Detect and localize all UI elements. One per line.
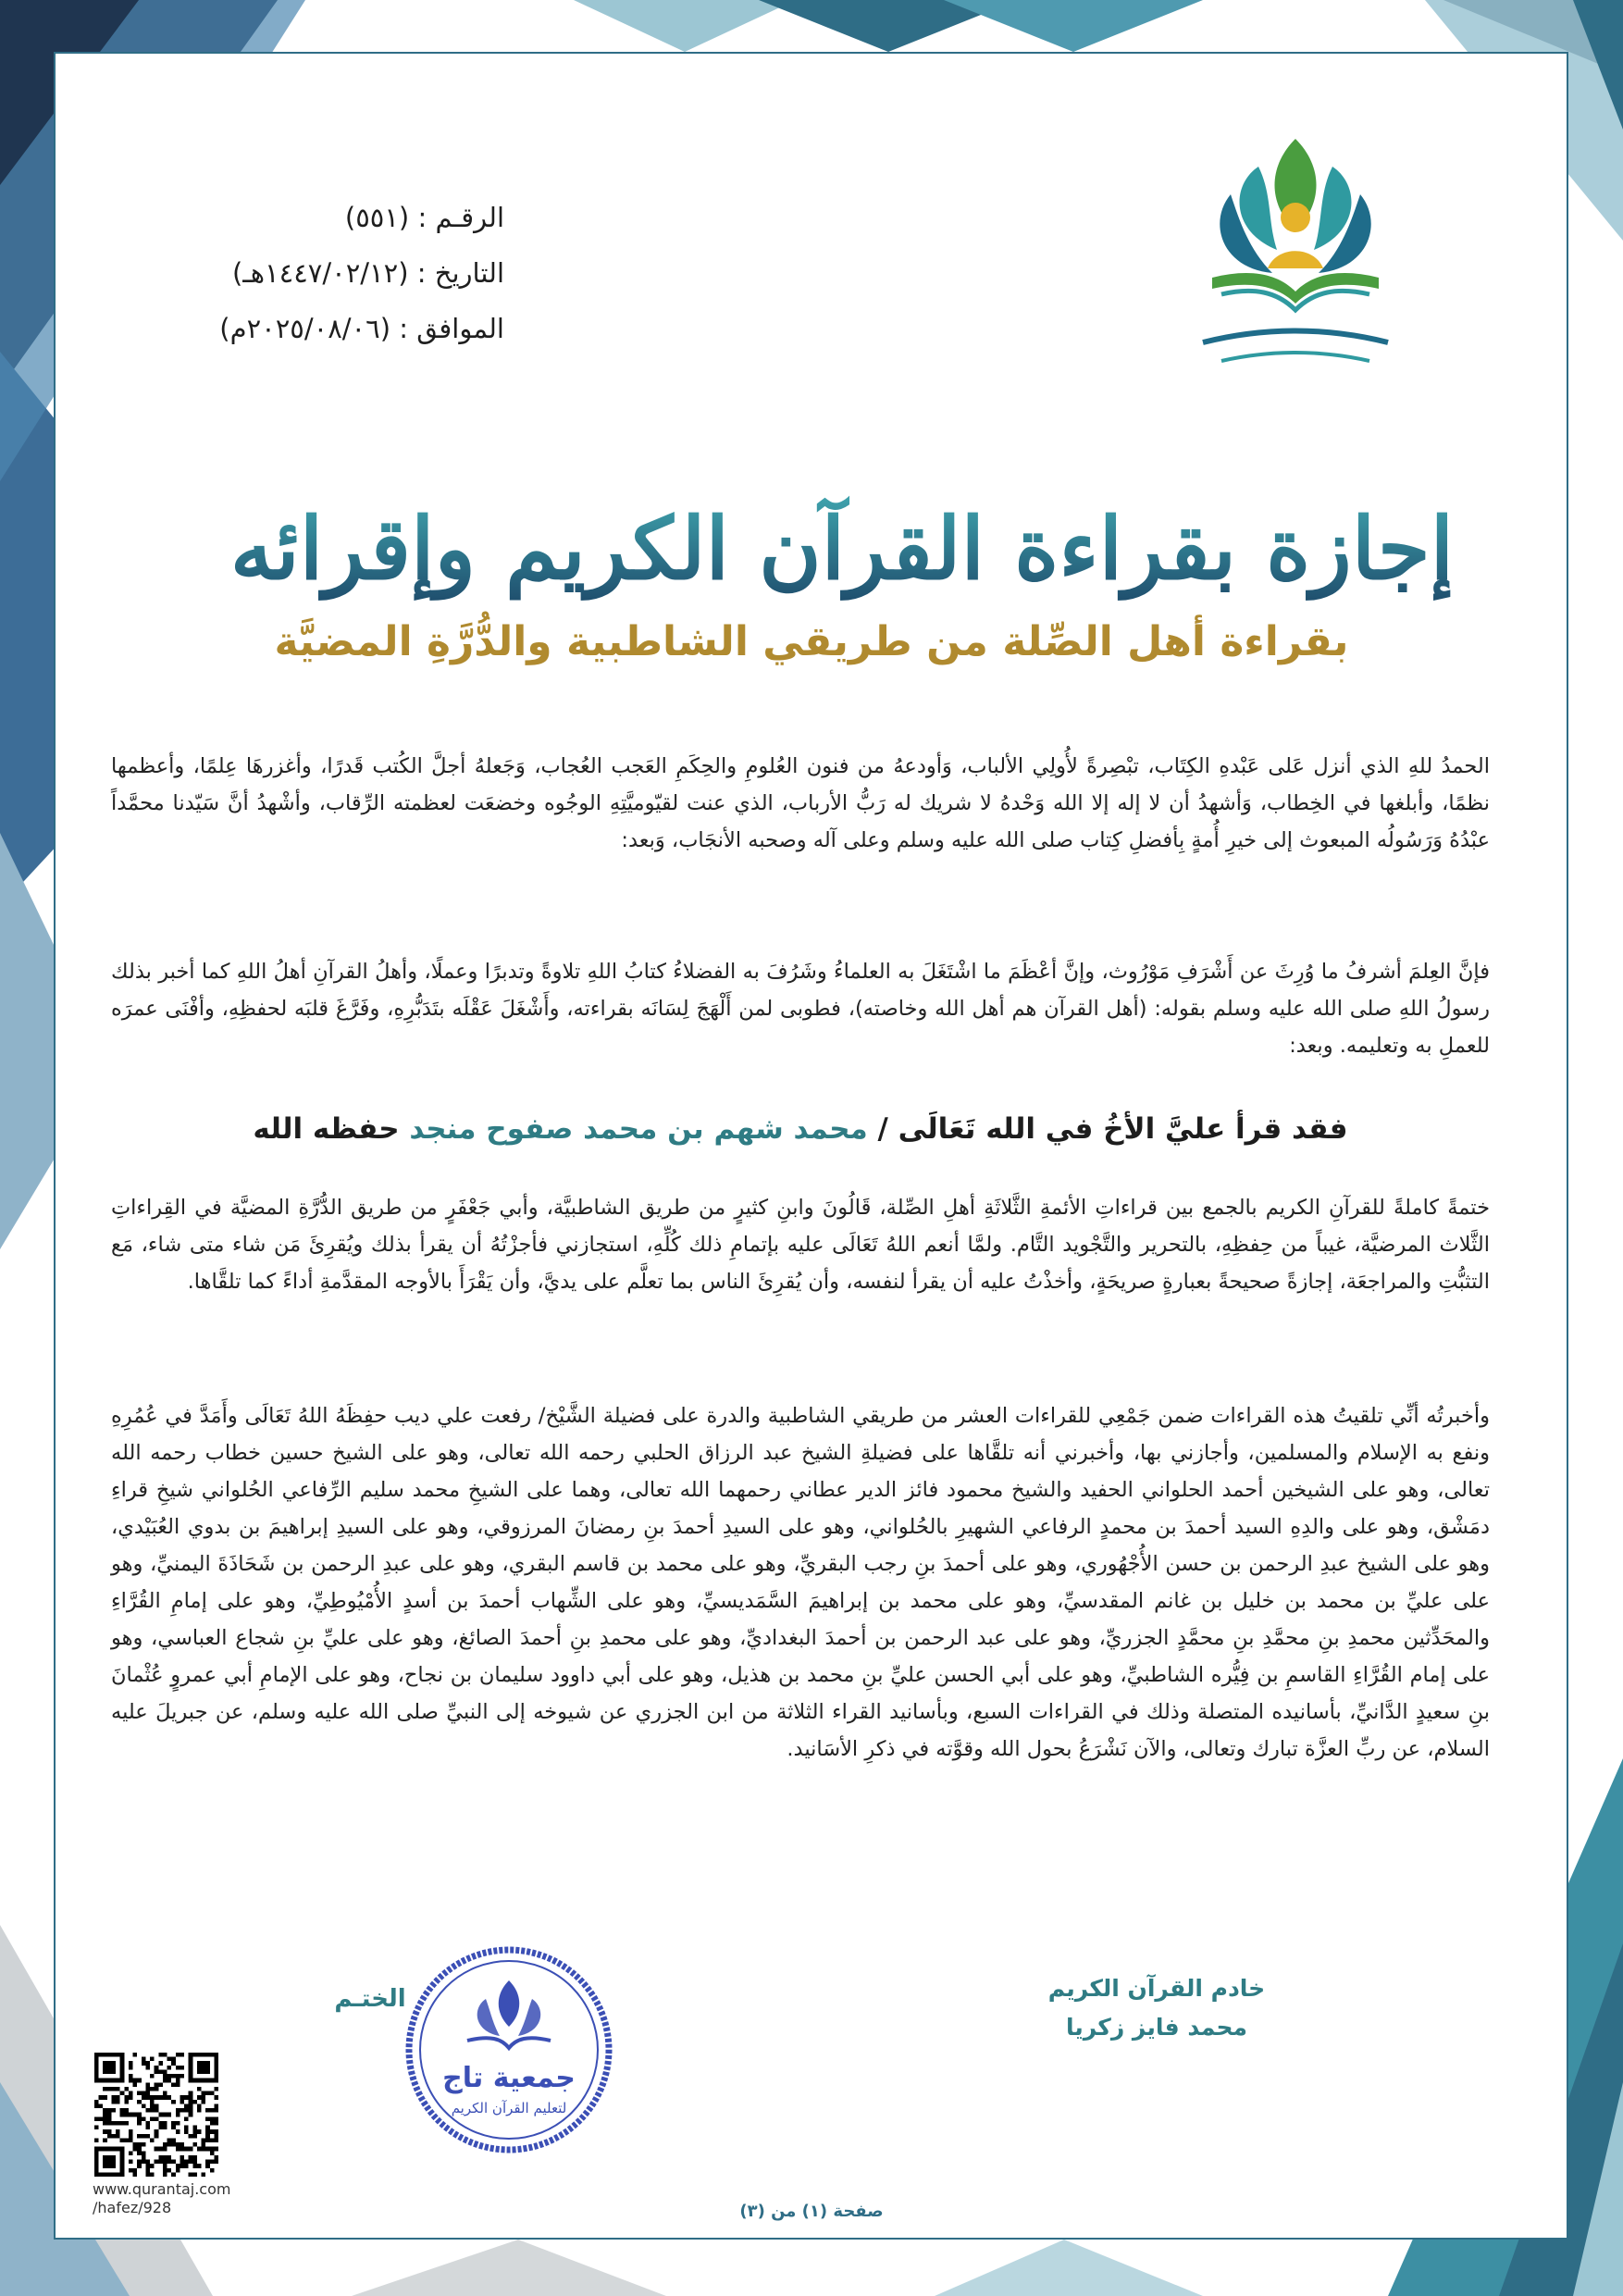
recipient-line bbox=[111, 1112, 1490, 1146]
stamp-text-sub: لتعليم القرآن الكريم bbox=[451, 2100, 567, 2116]
reference-number: الرقـم : (٥٥١) bbox=[344, 202, 504, 233]
recipient-name: محمد شهم بن محمد صفوح منجد bbox=[409, 1112, 868, 1146]
reference-block bbox=[185, 190, 504, 356]
recipient-blessing: حفظه الله bbox=[253, 1112, 400, 1146]
foundation-logo-icon bbox=[1120, 130, 1471, 389]
recipient-intro: فقد قرأ عليَّ الأخُ في الله تَعَالَى / bbox=[877, 1112, 1348, 1146]
website-block bbox=[93, 2180, 230, 2217]
paragraph-introduction: فإنَّ العِلمَ أشرفُ ما وُرِثَ عن أَشْرَفِ مَوْرُوث، وإنَّ أعْظَمَ ما اشْتَغَلَ به العلماءُ وشَرُفَ به الفضلاءُ كتابُ اللهِ تلاوةً وتدبرًا وعملًا، وأهلُ القرآنِ أهلُ اللهِ كما أخبر بذلك رسولُ اللهِ صلى الله عليه وسلم بقوله: (أهل القرآن هم أهل الله وخاصته)، فطوبى لمن أَلْهَجَ لِسَانَه بقراءته، وأَشْغَلَ عَقْلَه بتَدَبُّرِهِ، وفَرَّغَ قلبَه لحفظِهِ، وأفْنَى عمرَه للعملِ به وتعليمه. وبعد: bbox=[111, 960, 1490, 1058]
website-path: /hafez/928 bbox=[93, 2199, 172, 2216]
website-link[interactable]: www.qurantaj.com bbox=[93, 2180, 231, 2198]
stamp-text-main: جمعية تاج bbox=[442, 2062, 576, 2094]
signature-block bbox=[1018, 1969, 1295, 2047]
paragraph-completion: ختمةً كاملةً للقرآنِ الكريم بالجمع بين قراءاتِ الأئمةِ الثَّلاثَةِ أهلِ الصِّلة، قَالُونَ وابنِ كثيرٍ من طريق الشاطبيَّة، وأبي جَعْفَرٍ من طريق الدُّرَّةِ المضيَّة في القِراءاتِ الثَّلاث المرضيَّة، غيباً من حِفظِهِ، بالتحرير والتَّجْويد التَّام. ولمَّا أنعم اللهُ تَعَالَى عليه بإتمامِ ذلك كُلِّهِ، استجازني فأجزْتُهُ أن يقرأ بذلك ويُقرِئَ مَن شاء متى شاء، مَع التثبُّتِ والمراجعَة، إجازةً صحيحةً بعبارةٍ صريحَةٍ، وأخذْتُ عليه أن يقرأ لنفسه، وأن يُقرِئَ الناس بما تعلَّم على يديَّ، وأن يَقْرَأَ بالأوجه المقدَّمةِ أداءً كما تلقَّاها. bbox=[111, 1196, 1490, 1294]
stamp-seal-icon bbox=[398, 1939, 620, 2161]
qr-code-icon[interactable] bbox=[94, 2053, 218, 2177]
certificate-title-text: إجازة بقراءة القرآن الكريم وإقرائه bbox=[229, 499, 1455, 599]
date-gregorian: الموافق : (٢٠٢٥/٠٨/٠٦م) bbox=[219, 313, 504, 344]
date-hijri: التاريخ : (١٤٤٧/٠٢/١٢هـ) bbox=[231, 257, 504, 289]
page-number: صفحة (١) من (٣) bbox=[739, 2202, 884, 2221]
certificate-subtitle: بقراءة أهل الصِّلة من طريقي الشاطبية والدُّرَّةِ المضيَّة bbox=[274, 618, 1349, 665]
paragraph-opening: الحمدُ للهِ الذي أنزل عَلى عَبْدهِ الكِتَاب، تبْصِرةً لأُولِي الألباب، وَأودعهُ من فنون العُلومِ والحِكَمِ العَجب العُجاب، وَجَعلهُ أجلَّ الكُتب قَدرًا، وأغزرهَا عِلمًا، وأعظمها نظمًا، وأبلغها في الخِطاب، وَأشهدُ أن لا إله إلا الله وَحْدهُ لا شريك له رَبُّ الأرباب، الذي عنت لقيّوميَّتِهِ الوجُوه وخضعَت لعظمته الرِّقاب، وأشْهدُ أنَّ سَيّدنا محمَّداً عبْدُهُ وَرَسُولُه المبعوث إلى خيرِ أُمةٍ بِأفضلِ كِتاب صلى الله عليه وسلم وعلى آله وصحبه الأنجَاب، وَبعد: bbox=[111, 754, 1490, 852]
signer-name: محمد فايز زكريا bbox=[1065, 2014, 1248, 2041]
paragraph-chain-of-narration: وأخبرتُه أنِّي تلقيتُ هذه القراءات ضمن جَمْعِي للقراءات العشر من طريقي الشاطبية والدرة على فضيلة الشَّيْخ/ رفعت علي ديب حفِظَهُ اللهُ تَعَالَى وأَمَدَّ في عُمُرِهِ ونفع به الإسلام والمسلمين، وأجازني بها، وأخبرني أنه تلقَّاها على فضيلةِ الشيخ عبد الرزاق الحلبي رحمه الله تعالى، وهو على الشيخ حسين خطاب رحمه الله تعالى، وهو على الشيخين أحمد الحلواني الحفيد والشيخ محمود فائز الدير عطاني رحمهما الله تعالى، وهما على الشيخِ محمد سليم الرِّفاعي الحُلواني شيخِ قراءِ دمَشْق، وهو على والدِهِ السيد أحمدَ بن محمدٍ الرفاعي الشهيرِ بالحُلواني، وهو على السيدِ أحمدَ بنِ رمضانَ المرزوقي، وهو على السيدِ إبراهيمَ بن بدوي العُبَيْدي، وهو على الشيخ عبدِ الرحمن بن حسن الأُجْهُوري، وهو على أحمدَ بنِ رجب البقريِّ، وهو على محمد بن قاسم البقري، وهو على عبدِ الرحمن بن شَحَاذَةَ اليمنيِّ، وهو على عليِّ بن محمد بن خليل بن غانم المقدسيِّ، وهو على محمد بن إبراهيمَ السَّمَديسيِّ، وهو على الشِّهاب أحمدَ بن أسدٍ الأُمْيُوطِيِّ، وهو على إمامِ القُرَّاءِ والمحَدِّثين محمدِ بنِ محمَّدِ بنِ محمَّدٍ الجزريِّ، وهو على عبد الرحمن بن أحمدَ البغداديِّ، وهو على محمدِ بنِ أحمدَ الصائغ، وهو على عليِّ بنِ شجاع العباسي، وهو على إمام القُرَّاءِ القاسمِ بن فِيُّره الشاطبيِّ، وهو على أبي الحسن عليِّ بنِ محمد بن هذيل، وهو على أبي داوود سليمان بن نجاح، وهو على الإمامِ أبي عمروٍ عُثْمانَ بنِ سعيدٍ الدَّانيِّ، بأسانيده المتصلة وذلك في القراءات السبع، وبأسانيد القراء الثلاثة من ابن الجزري عن شيوخه إلى النبيِّ صلى الله عليه وسلم، عن جبريلَ عليه السلام، عن ربِّ العزَّة تبارك وتعالى، والآن نَشْرَعُ بحول الله وقوَّته في ذكرِ الأسَانيد. bbox=[111, 1404, 1490, 1761]
stamp-label: الختـم bbox=[334, 1985, 406, 2013]
signer-title: خادم القرآن الكريم bbox=[1047, 1975, 1266, 2002]
